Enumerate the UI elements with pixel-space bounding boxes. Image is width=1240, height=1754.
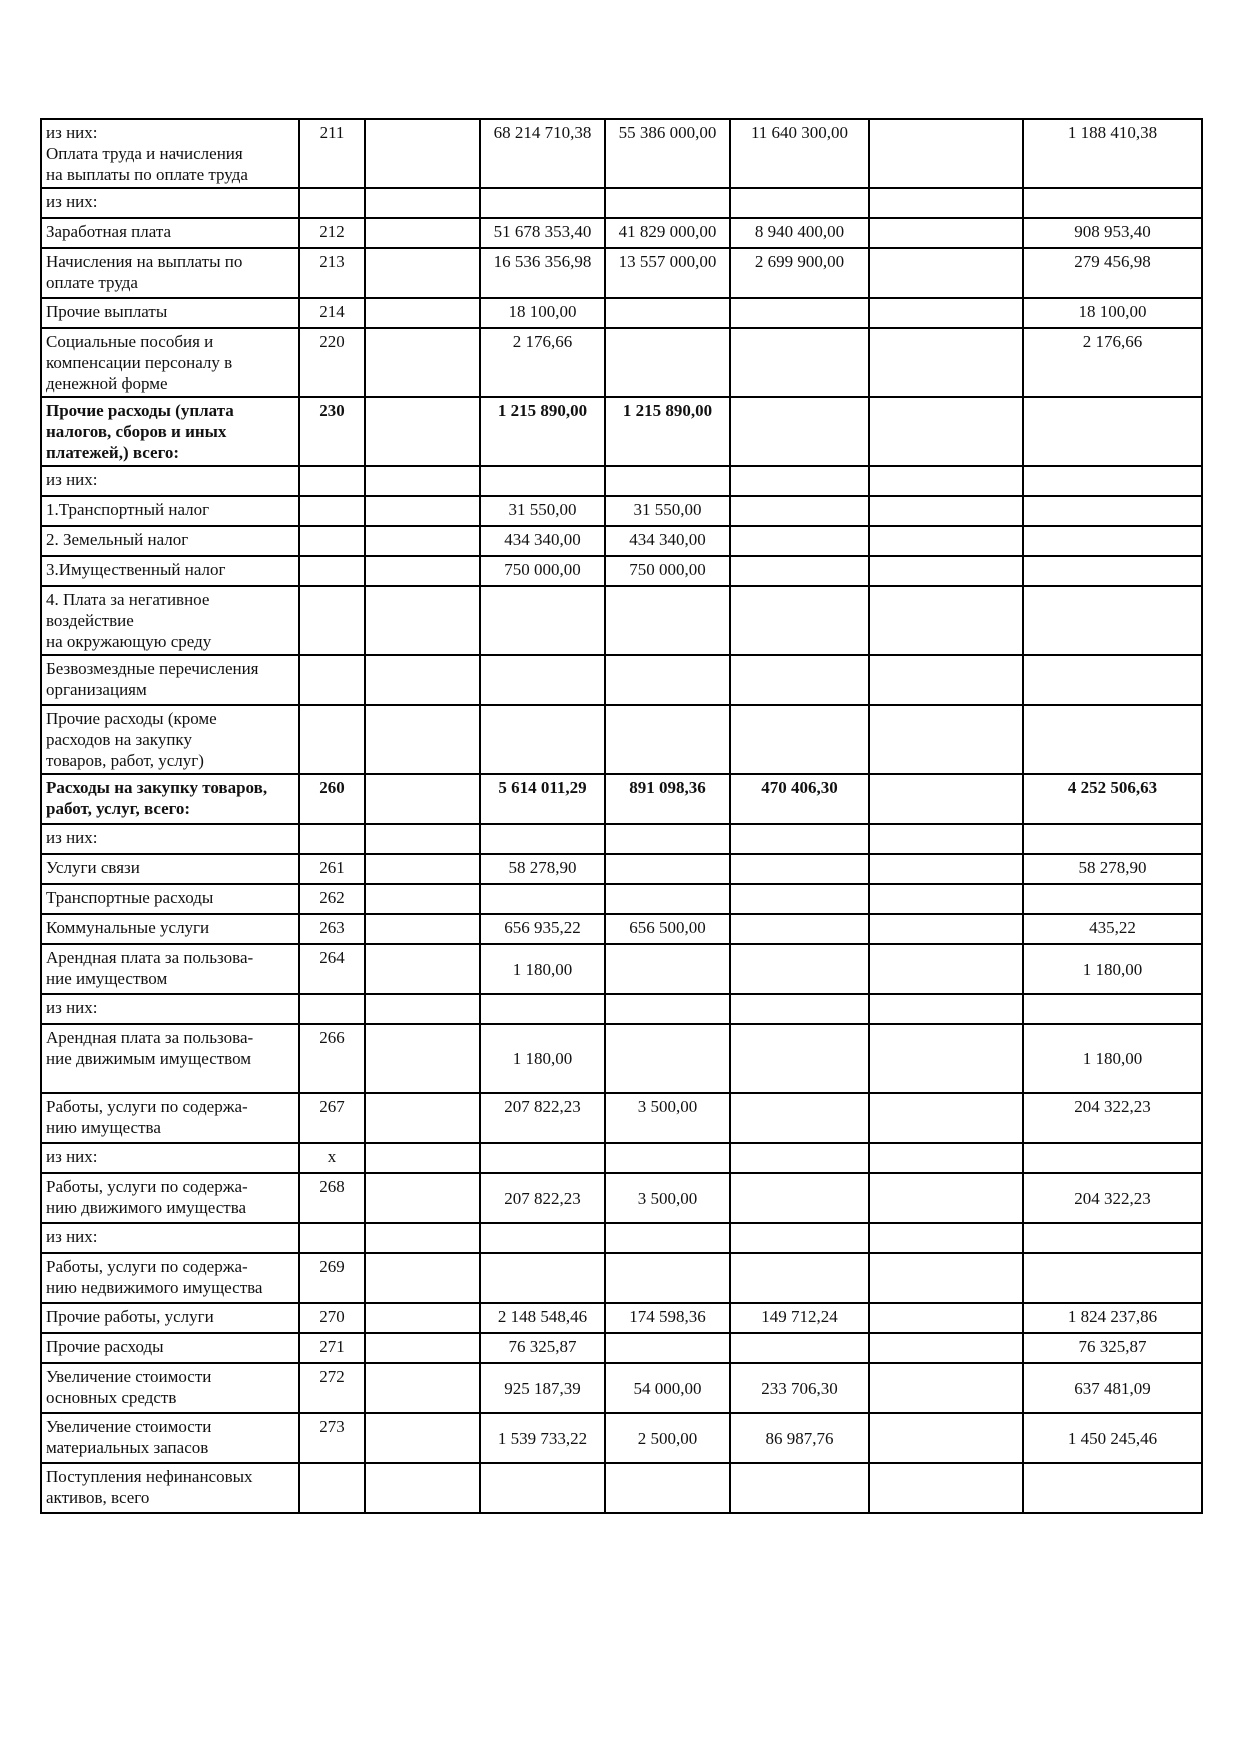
value-cell-c4: 2 699 900,00: [730, 248, 869, 298]
value-cell-c3: [605, 994, 730, 1024]
value-cell-c2: [480, 1463, 605, 1513]
value-cell-c4: [730, 944, 869, 994]
value-cell-c4: [730, 466, 869, 496]
value-cell-c2: 1 180,00: [480, 944, 605, 994]
row-code-cell: х: [299, 1143, 365, 1173]
value-cell-c3: [605, 328, 730, 397]
value-cell-c6: [1023, 884, 1202, 914]
value-cell-c4: 86 987,76: [730, 1413, 869, 1463]
row-label-cell: Прочие расходы (кроме расходов на закупку товаров, работ, услуг): [41, 705, 299, 774]
value-cell-c5: [869, 496, 1023, 526]
value-cell-c3: 55 386 000,00: [605, 119, 730, 188]
value-cell-c2: [480, 466, 605, 496]
value-cell-c3: 41 829 000,00: [605, 218, 730, 248]
value-cell-c6: [1023, 994, 1202, 1024]
value-cell-c1: [365, 218, 480, 248]
value-cell-c2: 18 100,00: [480, 298, 605, 328]
value-cell-c4: [730, 1333, 869, 1363]
value-cell-c2: 68 214 710,38: [480, 119, 605, 188]
value-cell-c1: [365, 298, 480, 328]
value-cell-c1: [365, 586, 480, 655]
row-label-cell: 4. Плата за негативное воздействие на окружающую среду: [41, 586, 299, 655]
table-row: [41, 1253, 1202, 1303]
value-cell-c3: 13 557 000,00: [605, 248, 730, 298]
row-label-cell: 2. Земельный налог: [41, 526, 299, 556]
value-cell-c3: [605, 1223, 730, 1253]
value-cell-c4: [730, 1173, 869, 1223]
table-row: [41, 526, 1202, 556]
value-cell-c1: [365, 994, 480, 1024]
row-code-cell: 267: [299, 1093, 365, 1143]
value-cell-c6: [1023, 526, 1202, 556]
value-cell-c4: [730, 914, 869, 944]
value-cell-c5: [869, 119, 1023, 188]
value-cell-c5: [869, 1024, 1023, 1093]
value-cell-c6: [1023, 496, 1202, 526]
row-code-cell: 264: [299, 944, 365, 994]
row-code-cell: 266: [299, 1024, 365, 1093]
table-row: [41, 1333, 1202, 1363]
value-cell-c4: [730, 854, 869, 884]
value-cell-c4: [730, 1093, 869, 1143]
value-cell-c6: 279 456,98: [1023, 248, 1202, 298]
table-row: [41, 854, 1202, 884]
value-cell-c4: [730, 1463, 869, 1513]
row-label-cell: Арендная плата за пользова- ние движимым имуществом: [41, 1024, 299, 1093]
value-cell-c3: [605, 655, 730, 705]
value-cell-c2: [480, 655, 605, 705]
value-cell-c3: 3 500,00: [605, 1173, 730, 1223]
value-cell-c4: [730, 556, 869, 586]
value-cell-c1: [365, 914, 480, 944]
row-code-cell: 220: [299, 328, 365, 397]
value-cell-c1: [365, 466, 480, 496]
value-cell-c6: [1023, 556, 1202, 586]
value-cell-c6: [1023, 1143, 1202, 1173]
value-cell-c2: 207 822,23: [480, 1093, 605, 1143]
value-cell-c6: 1 180,00: [1023, 944, 1202, 994]
value-cell-c4: [730, 496, 869, 526]
value-cell-c3: 54 000,00: [605, 1363, 730, 1413]
row-label-cell: Прочие расходы (уплата налогов, сборов и иных платежей,) всего:: [41, 397, 299, 466]
row-label-cell: Начисления на выплаты по оплате труда: [41, 248, 299, 298]
value-cell-c3: [605, 1333, 730, 1363]
value-cell-c3: 2 500,00: [605, 1413, 730, 1463]
value-cell-c2: 31 550,00: [480, 496, 605, 526]
row-code-cell: 230: [299, 397, 365, 466]
value-cell-c3: [605, 824, 730, 854]
value-cell-c5: [869, 298, 1023, 328]
row-label-cell: Поступления нефинансовых активов, всего: [41, 1463, 299, 1513]
row-code-cell: [299, 496, 365, 526]
value-cell-c5: [869, 1333, 1023, 1363]
value-cell-c4: [730, 1253, 869, 1303]
table-row: [41, 466, 1202, 496]
value-cell-c3: 891 098,36: [605, 774, 730, 824]
value-cell-c1: [365, 119, 480, 188]
row-label-cell: из них:: [41, 466, 299, 496]
value-cell-c2: [480, 824, 605, 854]
value-cell-c5: [869, 1413, 1023, 1463]
value-cell-c5: [869, 884, 1023, 914]
value-cell-c1: [365, 1333, 480, 1363]
value-cell-c5: [869, 218, 1023, 248]
value-cell-c4: [730, 705, 869, 774]
row-label-cell: Работы, услуги по содержа- нию имущества: [41, 1093, 299, 1143]
table-row: [41, 1173, 1202, 1223]
value-cell-c4: [730, 397, 869, 466]
table-row: [41, 298, 1202, 328]
row-label-cell: Арендная плата за пользова- ние имуществом: [41, 944, 299, 994]
value-cell-c6: 58 278,90: [1023, 854, 1202, 884]
value-cell-c4: [730, 526, 869, 556]
value-cell-c1: [365, 248, 480, 298]
value-cell-c4: 149 712,24: [730, 1303, 869, 1333]
value-cell-c4: [730, 1223, 869, 1253]
value-cell-c3: 3 500,00: [605, 1093, 730, 1143]
table-row: [41, 705, 1202, 774]
value-cell-c3: [605, 944, 730, 994]
row-code-cell: [299, 586, 365, 655]
value-cell-c6: 76 325,87: [1023, 1333, 1202, 1363]
value-cell-c2: 76 325,87: [480, 1333, 605, 1363]
value-cell-c2: 434 340,00: [480, 526, 605, 556]
row-label-cell: Работы, услуги по содержа- нию недвижимого имущества: [41, 1253, 299, 1303]
value-cell-c1: [365, 1143, 480, 1173]
value-cell-c2: [480, 1253, 605, 1303]
value-cell-c4: [730, 298, 869, 328]
row-label-cell: Прочие расходы: [41, 1333, 299, 1363]
value-cell-c3: [605, 1253, 730, 1303]
value-cell-c2: [480, 188, 605, 218]
row-code-cell: [299, 824, 365, 854]
value-cell-c5: [869, 1223, 1023, 1253]
row-code-cell: [299, 466, 365, 496]
value-cell-c1: [365, 1413, 480, 1463]
table-row: [41, 119, 1202, 188]
value-cell-c5: [869, 994, 1023, 1024]
value-cell-c4: [730, 884, 869, 914]
value-cell-c1: [365, 328, 480, 397]
value-cell-c3: [605, 298, 730, 328]
table-row: [41, 1093, 1202, 1143]
table-row: [41, 774, 1202, 824]
value-cell-c2: 51 678 353,40: [480, 218, 605, 248]
value-cell-c1: [365, 944, 480, 994]
row-label-cell: Расходы на закупку товаров, работ, услуг, всего:: [41, 774, 299, 824]
row-label-cell: Прочие выплаты: [41, 298, 299, 328]
row-code-cell: 212: [299, 218, 365, 248]
value-cell-c1: [365, 824, 480, 854]
value-cell-c6: 1 188 410,38: [1023, 119, 1202, 188]
value-cell-c2: [480, 586, 605, 655]
table-row: [41, 218, 1202, 248]
row-label-cell: Социальные пособия и компенсации персоналу в денежной форме: [41, 328, 299, 397]
value-cell-c1: [365, 1024, 480, 1093]
value-cell-c1: [365, 1463, 480, 1513]
value-cell-c1: [365, 884, 480, 914]
row-label-cell: Работы, услуги по содержа- нию движимого имущества: [41, 1173, 299, 1223]
value-cell-c6: [1023, 655, 1202, 705]
table-row: [41, 397, 1202, 466]
table-row: [41, 914, 1202, 944]
value-cell-c3: [605, 705, 730, 774]
table-row: [41, 1463, 1202, 1513]
value-cell-c3: [605, 884, 730, 914]
value-cell-c6: 204 322,23: [1023, 1093, 1202, 1143]
value-cell-c6: 637 481,09: [1023, 1363, 1202, 1413]
value-cell-c2: 5 614 011,29: [480, 774, 605, 824]
value-cell-c2: [480, 884, 605, 914]
value-cell-c2: 207 822,23: [480, 1173, 605, 1223]
value-cell-c2: [480, 994, 605, 1024]
value-cell-c5: [869, 824, 1023, 854]
table-row: [41, 328, 1202, 397]
row-code-cell: [299, 705, 365, 774]
row-code-cell: 260: [299, 774, 365, 824]
table-row: [41, 1024, 1202, 1093]
row-code-cell: 263: [299, 914, 365, 944]
value-cell-c4: 11 640 300,00: [730, 119, 869, 188]
value-cell-c2: 2 176,66: [480, 328, 605, 397]
value-cell-c6: [1023, 188, 1202, 218]
row-code-cell: 261: [299, 854, 365, 884]
value-cell-c2: [480, 705, 605, 774]
value-cell-c1: [365, 1223, 480, 1253]
value-cell-c2: 1 180,00: [480, 1024, 605, 1093]
row-code-cell: 271: [299, 1333, 365, 1363]
row-label-cell: из них:: [41, 1223, 299, 1253]
value-cell-c3: 1 215 890,00: [605, 397, 730, 466]
value-cell-c6: 18 100,00: [1023, 298, 1202, 328]
value-cell-c5: [869, 655, 1023, 705]
value-cell-c2: 2 148 548,46: [480, 1303, 605, 1333]
value-cell-c6: [1023, 586, 1202, 655]
row-code-cell: 272: [299, 1363, 365, 1413]
value-cell-c5: [869, 188, 1023, 218]
row-label-cell: Увеличение стоимости материальных запасов: [41, 1413, 299, 1463]
row-label-cell: 1.Транспортный налог: [41, 496, 299, 526]
value-cell-c3: [605, 466, 730, 496]
value-cell-c2: 58 278,90: [480, 854, 605, 884]
financial-plan-table: [40, 118, 1203, 1514]
value-cell-c5: [869, 774, 1023, 824]
row-code-cell: [299, 994, 365, 1024]
table-row: [41, 884, 1202, 914]
table-row: [41, 944, 1202, 994]
row-label-cell: из них:: [41, 1143, 299, 1173]
row-label-cell: Безвозмездные перечисления организациям: [41, 655, 299, 705]
value-cell-c6: 435,22: [1023, 914, 1202, 944]
value-cell-c6: [1023, 397, 1202, 466]
row-label-cell: из них:: [41, 188, 299, 218]
value-cell-c5: [869, 466, 1023, 496]
table-row: [41, 1303, 1202, 1333]
value-cell-c5: [869, 1173, 1023, 1223]
row-code-cell: 262: [299, 884, 365, 914]
value-cell-c4: 8 940 400,00: [730, 218, 869, 248]
row-code-cell: 213: [299, 248, 365, 298]
value-cell-c3: [605, 1024, 730, 1093]
row-code-cell: 211: [299, 119, 365, 188]
value-cell-c5: [869, 705, 1023, 774]
value-cell-c1: [365, 1253, 480, 1303]
value-cell-c6: 2 176,66: [1023, 328, 1202, 397]
row-code-cell: [299, 1463, 365, 1513]
table-row: [41, 586, 1202, 655]
value-cell-c2: [480, 1143, 605, 1173]
value-cell-c2: 750 000,00: [480, 556, 605, 586]
value-cell-c1: [365, 556, 480, 586]
value-cell-c1: [365, 397, 480, 466]
value-cell-c4: [730, 655, 869, 705]
row-label-cell: Прочие работы, услуги: [41, 1303, 299, 1333]
value-cell-c6: 1 450 245,46: [1023, 1413, 1202, 1463]
row-label-cell: из них: Оплата труда и начисления на выплаты по оплате труда: [41, 119, 299, 188]
table-row: [41, 248, 1202, 298]
value-cell-c2: 656 935,22: [480, 914, 605, 944]
table-row: [41, 1363, 1202, 1413]
value-cell-c4: [730, 586, 869, 655]
value-cell-c3: 656 500,00: [605, 914, 730, 944]
value-cell-c5: [869, 944, 1023, 994]
value-cell-c1: [365, 188, 480, 218]
row-label-cell: Транспортные расходы: [41, 884, 299, 914]
value-cell-c6: 908 953,40: [1023, 218, 1202, 248]
value-cell-c4: [730, 1024, 869, 1093]
table-row: [41, 1413, 1202, 1463]
value-cell-c3: [605, 1463, 730, 1513]
value-cell-c1: [365, 854, 480, 884]
table-row: [41, 1143, 1202, 1173]
table-row: [41, 1223, 1202, 1253]
value-cell-c4: 233 706,30: [730, 1363, 869, 1413]
value-cell-c6: [1023, 1463, 1202, 1513]
value-cell-c1: [365, 1093, 480, 1143]
value-cell-c4: [730, 328, 869, 397]
table-row: [41, 994, 1202, 1024]
value-cell-c3: [605, 586, 730, 655]
value-cell-c2: 16 536 356,98: [480, 248, 605, 298]
value-cell-c5: [869, 526, 1023, 556]
value-cell-c5: [869, 914, 1023, 944]
row-code-cell: [299, 526, 365, 556]
value-cell-c6: [1023, 466, 1202, 496]
value-cell-c6: 1 180,00: [1023, 1024, 1202, 1093]
value-cell-c5: [869, 556, 1023, 586]
value-cell-c5: [869, 1253, 1023, 1303]
value-cell-c5: [869, 1363, 1023, 1413]
row-code-cell: [299, 188, 365, 218]
value-cell-c5: [869, 1303, 1023, 1333]
row-label-cell: из них:: [41, 824, 299, 854]
value-cell-c6: 204 322,23: [1023, 1173, 1202, 1223]
value-cell-c3: [605, 854, 730, 884]
row-label-cell: Увеличение стоимости основных средств: [41, 1363, 299, 1413]
row-label-cell: Услуги связи: [41, 854, 299, 884]
value-cell-c3: 434 340,00: [605, 526, 730, 556]
value-cell-c6: [1023, 824, 1202, 854]
value-cell-c5: [869, 586, 1023, 655]
value-cell-c2: [480, 1223, 605, 1253]
value-cell-c4: [730, 188, 869, 218]
value-cell-c1: [365, 1363, 480, 1413]
value-cell-c3: 31 550,00: [605, 496, 730, 526]
value-cell-c6: [1023, 1253, 1202, 1303]
value-cell-c5: [869, 248, 1023, 298]
value-cell-c6: 4 252 506,63: [1023, 774, 1202, 824]
value-cell-c5: [869, 1093, 1023, 1143]
value-cell-c1: [365, 1303, 480, 1333]
row-code-cell: 268: [299, 1173, 365, 1223]
table-row: [41, 496, 1202, 526]
value-cell-c4: 470 406,30: [730, 774, 869, 824]
row-label-cell: 3.Имущественный налог: [41, 556, 299, 586]
value-cell-c3: 750 000,00: [605, 556, 730, 586]
value-cell-c3: 174 598,36: [605, 1303, 730, 1333]
table-row: [41, 824, 1202, 854]
value-cell-c5: [869, 1463, 1023, 1513]
value-cell-c1: [365, 1173, 480, 1223]
row-code-cell: 214: [299, 298, 365, 328]
row-code-cell: [299, 655, 365, 705]
value-cell-c1: [365, 496, 480, 526]
table-row: [41, 655, 1202, 705]
row-code-cell: 273: [299, 1413, 365, 1463]
row-label-cell: Коммунальные услуги: [41, 914, 299, 944]
value-cell-c4: [730, 1143, 869, 1173]
value-cell-c1: [365, 655, 480, 705]
row-label-cell: из них:: [41, 994, 299, 1024]
row-code-cell: [299, 556, 365, 586]
value-cell-c5: [869, 397, 1023, 466]
value-cell-c3: [605, 188, 730, 218]
value-cell-c5: [869, 1143, 1023, 1173]
row-code-cell: [299, 1223, 365, 1253]
row-code-cell: 270: [299, 1303, 365, 1333]
row-label-cell: Заработная плата: [41, 218, 299, 248]
value-cell-c2: 1 539 733,22: [480, 1413, 605, 1463]
value-cell-c1: [365, 774, 480, 824]
value-cell-c3: [605, 1143, 730, 1173]
value-cell-c6: [1023, 1223, 1202, 1253]
value-cell-c5: [869, 328, 1023, 397]
value-cell-c4: [730, 994, 869, 1024]
value-cell-c1: [365, 705, 480, 774]
table-row: [41, 188, 1202, 218]
value-cell-c2: 925 187,39: [480, 1363, 605, 1413]
value-cell-c4: [730, 824, 869, 854]
value-cell-c6: 1 824 237,86: [1023, 1303, 1202, 1333]
value-cell-c1: [365, 526, 480, 556]
value-cell-c2: 1 215 890,00: [480, 397, 605, 466]
table-row: [41, 556, 1202, 586]
value-cell-c6: [1023, 705, 1202, 774]
value-cell-c5: [869, 854, 1023, 884]
row-code-cell: 269: [299, 1253, 365, 1303]
